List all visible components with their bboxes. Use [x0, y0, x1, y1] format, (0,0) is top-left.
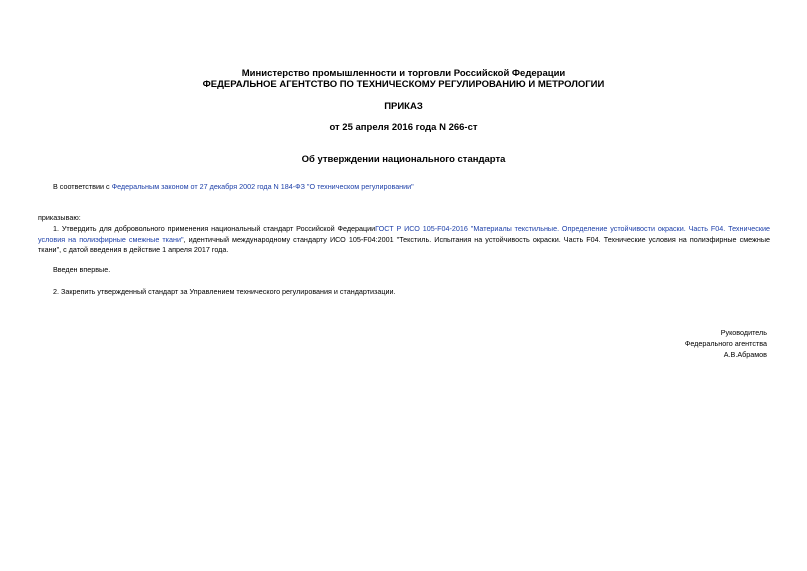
signature-block	[685, 327, 767, 360]
signature-org: Федерального агентства	[684, 339, 767, 348]
gost-standard-link[interactable]: ГОСТ Р ИСО 105-F04-2016 "Материалы текстильные. Определение устойчивости окраски. Часть F04. Технические условия на полиэфирные смежные ткани"	[38, 224, 770, 244]
signature-position: Руководитель	[720, 328, 767, 337]
federal-law-link[interactable]: Федеральным законом от 27 декабря 2002 года N 184-ФЗ "О техническом регулировании"	[111, 182, 414, 191]
order-date: от 25 апреля 2016 года N 266-ст	[329, 122, 478, 133]
introduced-first-note: Введен впервые.	[53, 265, 111, 274]
basis-prefix: В соответствии с	[53, 182, 112, 191]
item1-prefix: 1. Утвердить для добровольного применения национальный стандарт Российской Федерации	[53, 224, 376, 233]
signature-name: А.В.Абрамов	[723, 350, 767, 359]
ministry-heading: Министерство промышленности и торговли Российской Федерации	[241, 68, 566, 79]
item2-paragraph: 2. Закрепить утвержденный стандарт за Управлением технического регулирования и стандартизации.	[53, 287, 396, 296]
item1-paragraph	[38, 224, 770, 256]
basis-paragraph	[53, 182, 773, 193]
order-title: Об утверждении национального стандарта	[301, 154, 506, 165]
item1-suffix: , идентичный международному стандарту ИСО 105-F04:2001 "Текстиль. Испытания на устойчивость окраски. Часть F04. Технические условия на полиэфирные смежные ткани", с датой введения в действие 1 апреля 2017 года.	[38, 234, 770, 254]
agency-heading: ФЕДЕРАЛЬНОЕ АГЕНТСТВО ПО ТЕХНИЧЕСКОМУ РЕГУЛИРОВАНИЮ И МЕТРОЛОГИИ	[202, 79, 605, 90]
order-heading: ПРИКАЗ	[384, 101, 423, 112]
order-word: приказываю:	[38, 213, 81, 222]
